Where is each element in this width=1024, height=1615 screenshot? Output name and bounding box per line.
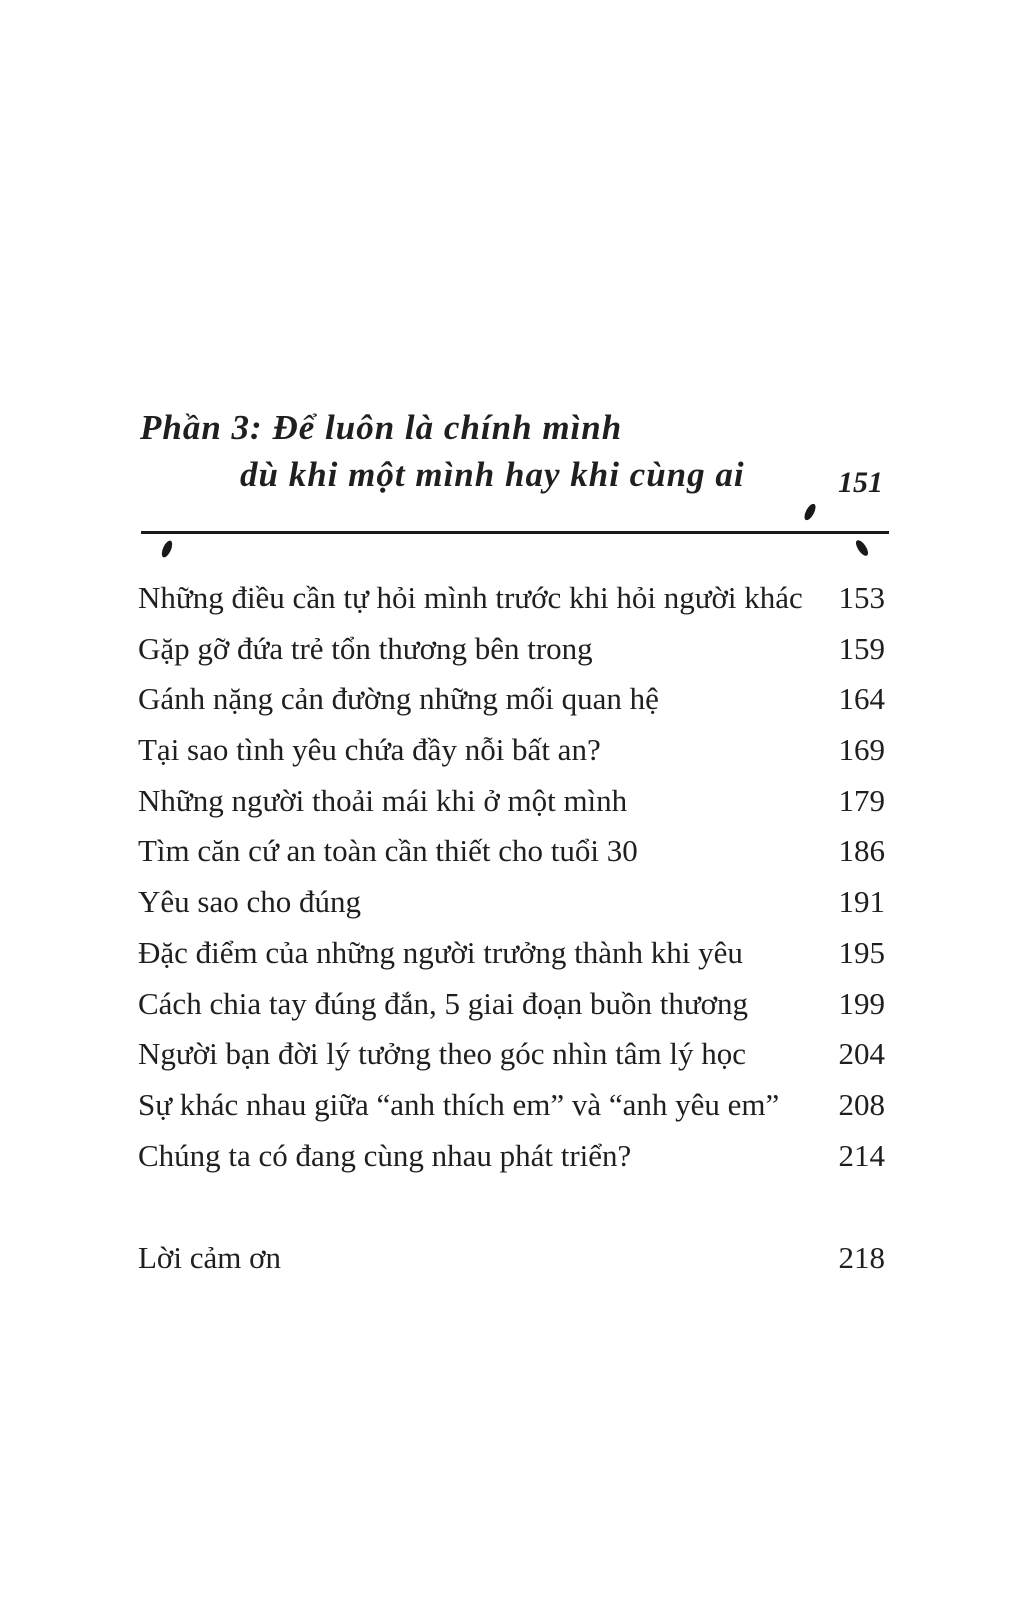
- toc-entry-page: 199: [838, 985, 885, 1021]
- toc-entry-title: Cách chia tay đúng đắn, 5 giai đoạn buồn thương: [138, 985, 749, 1021]
- section-header: [140, 404, 890, 498]
- toc-entry-title: Sự khác nhau giữa “anh thích em” và “anh yêu em”: [138, 1086, 780, 1122]
- toc-entry-page: 179: [838, 782, 885, 818]
- section-title-text: Để luôn là chính mình: [272, 408, 623, 447]
- swash-dot-icon: [802, 502, 818, 522]
- swash-dot-icon: [160, 539, 175, 559]
- toc-entry: [138, 1029, 885, 1080]
- toc-entry: [138, 877, 885, 928]
- table-of-contents: [138, 573, 885, 1284]
- toc-entry: [138, 674, 885, 725]
- toc-entry-title: Những điều cần tự hỏi mình trước khi hỏi người khác: [138, 580, 803, 615]
- toc-entry-title: Tại sao tình yêu chứa đầy nỗi bất an?: [138, 732, 601, 768]
- header-rule-divider: [141, 531, 889, 534]
- toc-entry-page: 164: [838, 681, 885, 717]
- toc-entry-title: Gặp gỡ đứa trẻ tổn thương bên trong: [138, 630, 593, 666]
- toc-entry: [138, 573, 885, 624]
- section-title-line-1: [140, 404, 890, 451]
- toc-entry: [138, 928, 885, 979]
- toc-entry-title: Đặc điểm của những người trưởng thành khi yêu: [138, 934, 743, 970]
- toc-entry-title: Yêu sao cho đúng: [138, 884, 361, 920]
- toc-entry-title: Chúng ta có đang cùng nhau phát triển?: [138, 1137, 632, 1173]
- toc-entry-title: Tìm căn cứ an toàn cần thiết cho tuổi 30: [138, 833, 638, 869]
- swash-dot-icon: [854, 538, 871, 557]
- toc-entry-page: 186: [838, 833, 885, 869]
- toc-entry: [138, 776, 885, 827]
- toc-entry-title: Gánh nặng cản đường những mối quan hệ: [138, 681, 659, 717]
- toc-entry-page: 218: [838, 1240, 885, 1276]
- toc-entry-page: 191: [838, 884, 885, 920]
- section-page-number: 151: [838, 466, 883, 499]
- toc-entry-page: 214: [838, 1137, 885, 1173]
- toc-entry-page: 204: [838, 1036, 885, 1072]
- toc-entry-page: 195: [838, 934, 885, 970]
- toc-entry: [138, 979, 885, 1030]
- toc-entry-acknowledgement: [138, 1233, 885, 1284]
- toc-entry-page: 169: [838, 732, 885, 768]
- part-label: Phần 3:: [140, 408, 263, 447]
- toc-entry-title: Người bạn đời lý tưởng theo góc nhìn tâm lý học: [138, 1036, 746, 1072]
- toc-entry: [138, 624, 885, 675]
- toc-entry-page: 159: [838, 630, 885, 666]
- toc-entry: [138, 725, 885, 776]
- toc-entry: [138, 826, 885, 877]
- toc-entry-page: 153: [838, 580, 885, 615]
- section-title-line-2: dù khi một mình hay khi cùng ai: [240, 455, 745, 494]
- toc-entry-title: Những người thoải mái khi ở một mình: [138, 782, 628, 818]
- toc-entry: [138, 1080, 885, 1131]
- toc-entry: [138, 1131, 885, 1182]
- toc-entry-title: Lời cảm ơn: [138, 1240, 281, 1276]
- toc-entry-page: 208: [838, 1086, 885, 1122]
